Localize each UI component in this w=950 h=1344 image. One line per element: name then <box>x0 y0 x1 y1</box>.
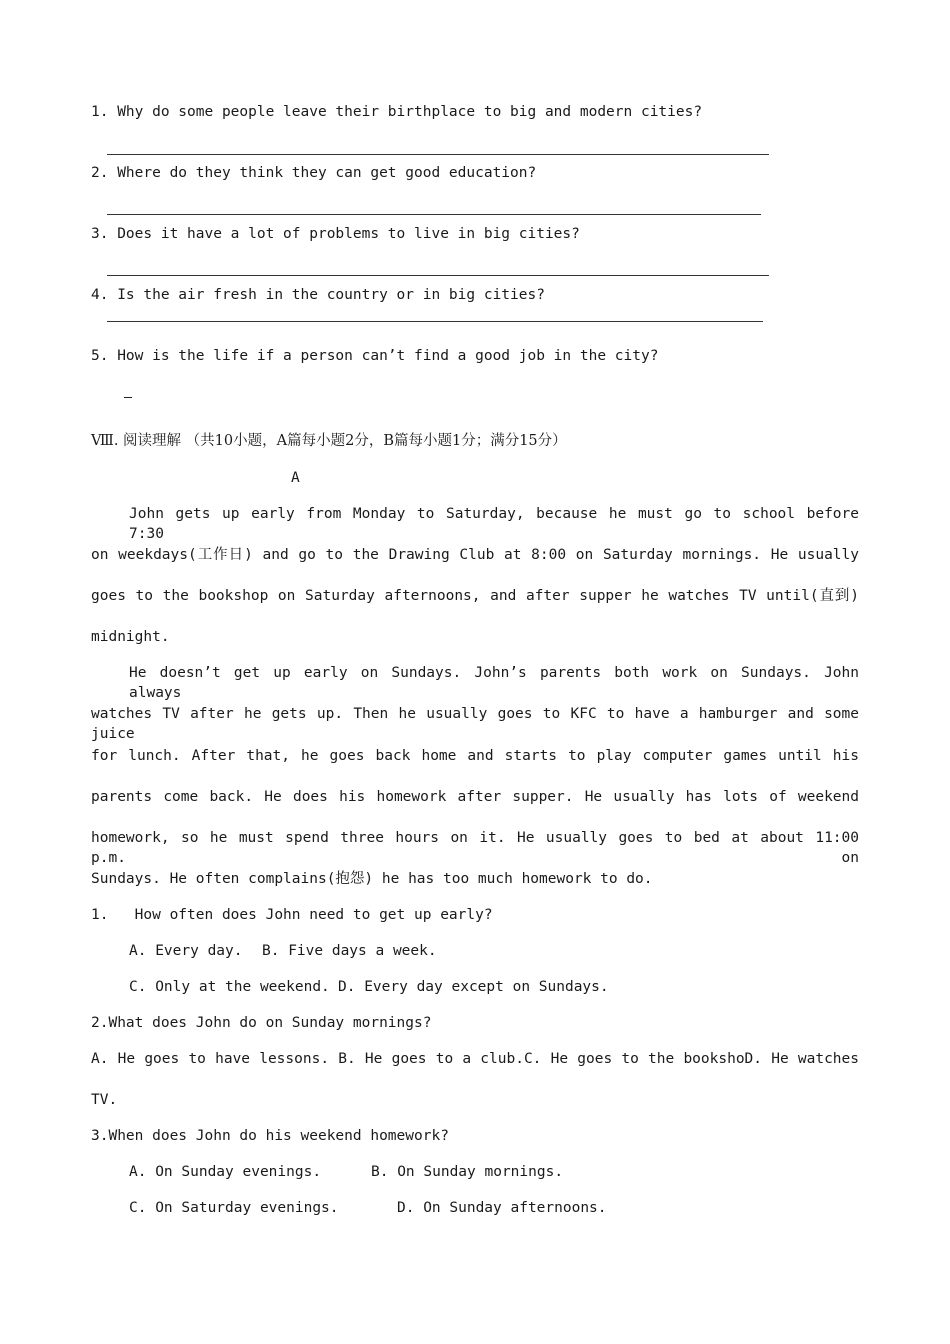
mcq-3-option-a[interactable]: A. On Sunday evenings. <box>129 1164 322 1180</box>
mcq-3-option-d[interactable]: D. On Sunday afternoons. <box>397 1200 607 1216</box>
answer-line-3[interactable] <box>107 275 769 276</box>
answer-line-4[interactable] <box>107 321 763 322</box>
passage-line: goes to the bookshop on Saturday afternoons, and after supper he watches TV until(直到) <box>91 588 859 604</box>
mcq-1-option-a[interactable]: A. Every day. <box>129 943 243 959</box>
question-4: 4. Is the air fresh in the country or in big cities? <box>91 287 545 303</box>
passage-line: watches TV after he gets up. Then he usually goes to KFC to have a hamburger and some juice <box>91 706 859 742</box>
mcq-1-stem: 1. How often does John need to get up early? <box>91 907 493 923</box>
question-2: 2. Where do they think they can get good education? <box>91 165 537 181</box>
section-title: Ⅷ. 阅读理解 （共10小题，A篇每小题2分，B篇每小题1分；满分15分） <box>91 433 567 449</box>
passage-line: Sundays. He often complains(抱怨) he has too much homework to do. <box>91 871 653 887</box>
answer-line-2[interactable] <box>107 214 761 215</box>
passage-line: He doesn’t get up early on Sundays. John’s parents both work on Sundays. John always <box>129 665 859 701</box>
mcq-3-stem: 3.When does John do his weekend homework? <box>91 1128 449 1144</box>
passage-line: John gets up early from Monday to Saturday, because he must go to school before 7:30 <box>129 506 859 542</box>
passage-line: on weekdays(工作日) and go to the Drawing Club at 8:00 on Saturday mornings. He usually <box>91 547 859 563</box>
passage-line: midnight. <box>91 629 170 645</box>
mcq-1-option-c[interactable]: C. Only at the weekend. <box>129 979 330 995</box>
question-3: 3. Does it have a lot of problems to live in big cities? <box>91 226 580 242</box>
question-1: 1. Why do some people leave their birthplace to big and modern cities? <box>91 104 703 120</box>
answer-line-5[interactable] <box>124 397 132 398</box>
mcq-2-stem: 2.What does John do on Sunday mornings? <box>91 1015 432 1031</box>
mcq-3-option-b[interactable]: B. On Sunday mornings. <box>371 1164 564 1180</box>
passage-line: parents come back. He does his homework after supper. He usually has lots of weekend <box>91 789 859 805</box>
passage-line: homework, so he must spend three hours on it. He usually goes to bed at about 11:00 p.m. on <box>91 830 859 866</box>
mcq-2-options[interactable]: A. He goes to have lessons. B. He goes to a club.C. He goes to the bookshoD. He watches <box>91 1051 859 1067</box>
mcq-1-option-d[interactable]: D. Every day except on Sundays. <box>338 979 609 995</box>
answer-line-1[interactable] <box>107 154 769 155</box>
mcq-3-option-c[interactable]: C. On Saturday evenings. <box>129 1200 339 1216</box>
mcq-1-option-b[interactable]: B. Five days a week. <box>262 943 437 959</box>
question-5: 5. How is the life if a person can’t find a good job in the city? <box>91 348 659 364</box>
mcq-2-options-cont: TV. <box>91 1092 118 1108</box>
passage-label: A <box>291 470 300 486</box>
passage-line: for lunch. After that, he goes back home and starts to play computer games until his <box>91 748 859 764</box>
